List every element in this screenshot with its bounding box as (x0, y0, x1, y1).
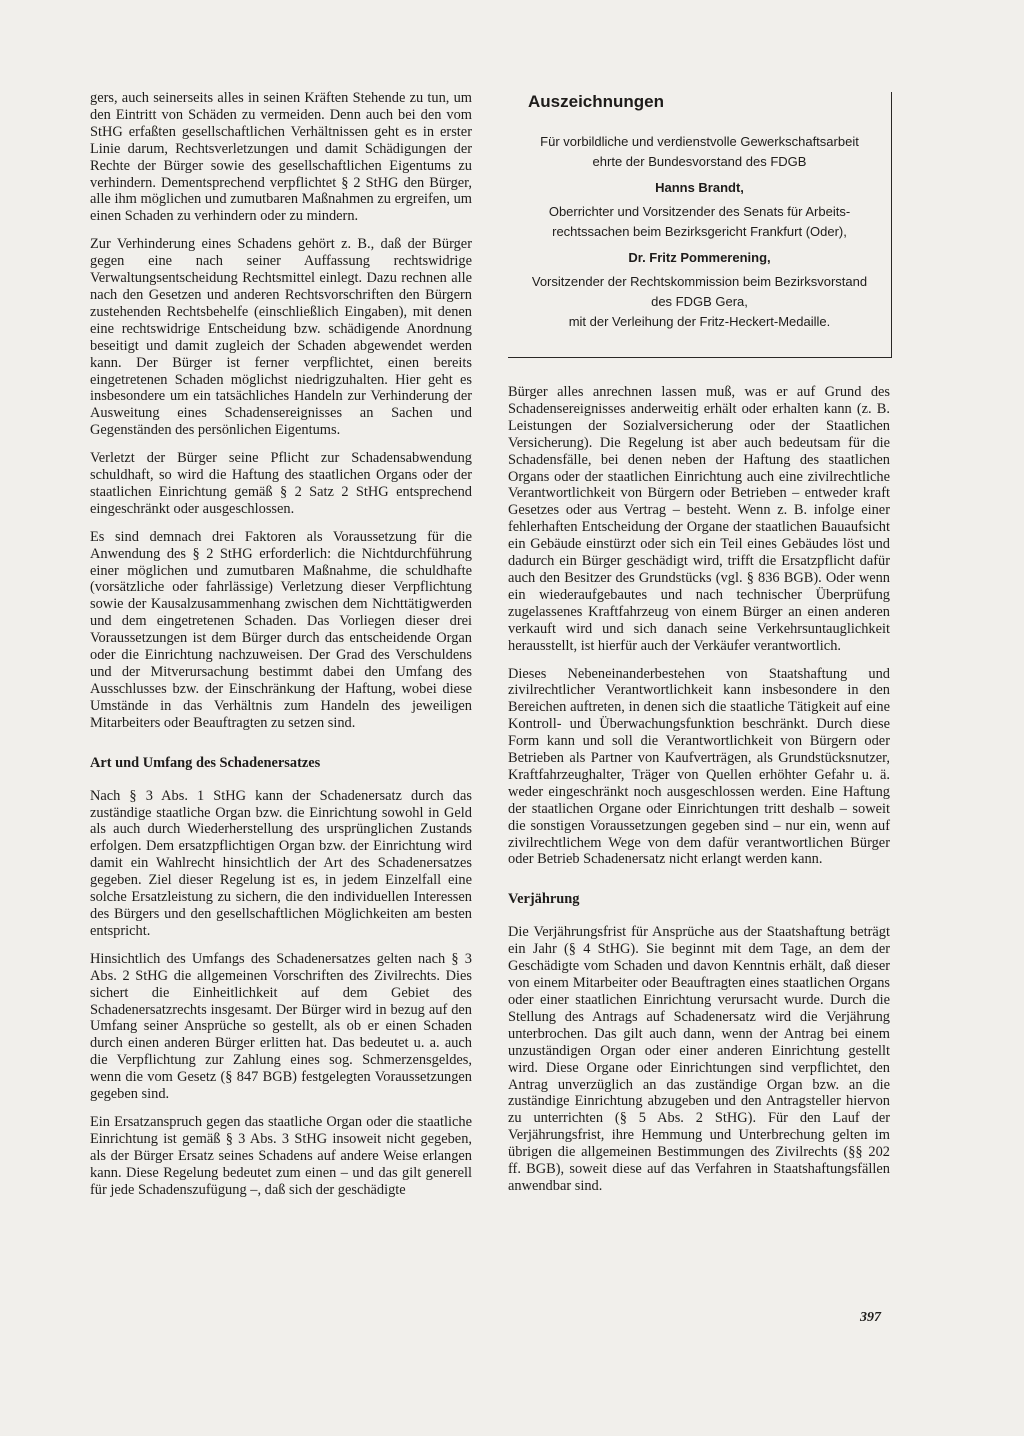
awardee-role: rechtssachen beim Bezirksgericht Frankfurt (Oder), (552, 224, 847, 239)
paragraph: gers, auch seinerseits alles in seinen Kräften Stehende zu tun, um den Eintritt von Schäden zu vermeiden. Denn auch bei den vom StHG erfaßten gesellschaftlichen Verhältnissen geht es in erster Linie darum, Rechtsverletzungen und damit Schädigungen der Rechte der Bürger sowie des gesellschaftlichen Eigentums zu verhindern. Dementsprechend verpflichtet § 2 StHG den Bürger, alle ihm möglichen und zumutbaren Maßnahmen zu ergreifen, um einen Schaden zu verhindern oder zu mindern. (90, 90, 472, 225)
awardee-name: Hanns Brandt, (655, 180, 744, 195)
paragraph: Zur Verhinderung eines Schadens gehört z. B., daß der Bürger gegen eine nach seiner Auffassung rechtswidrige Verwaltungsentscheidung Rechtsmittel einlegt. Dazu rechnen alle nach den Gesetzen und anderen Rechtsvorschriften den Bürgern zustehenden Rechtsbehelfe (einschließlich Eingaben), mit denen eine rechtswidrige Entscheidung bzw. schädigende Anordnung beseitigt und damit zugleich der Schaden abgewendet werden kann. Der Bürger ist ferner verpflichtet, einen bereits eingetretenen Schaden möglichst niedrigzuhalten. Hier geht es insbesondere um ein tatsächliches Handeln zur Verhinderung der Ausweitung eines Schadensereignisses an Sachen und Gegenständen des persönlichen Eigentums. (90, 236, 472, 439)
right-column (508, 384, 890, 1206)
left-column (90, 90, 472, 1209)
awards-box (508, 92, 892, 358)
section-heading: Verjährung (508, 891, 580, 908)
awards-intro: Für vorbildliche und verdienstvolle Gewerkschaftsarbeit (540, 134, 859, 149)
paragraph: Dieses Nebeneinanderbestehen von Staatshaftung und zivilrechtlicher Verantwortlichkeit kann insbesondere in den Bereichen auftreten, in denen sich die staatliche Tätigkeit auf eine Kontroll- und Überwachungsfunktion beschränkt. Durch diese Form kann und soll die Verantwortlichkeit von Bürgern oder Betrieben als Partner von Kaufverträgen, als Grundstücksnutzer, Kraftfahrzeughalter, Träger von Quellen erhöhter Gefahr u. ä. weder eingeschränkt noch ausgeschlossen werden. Eine Haftung der staatlichen Organe oder Einrichtungen tritt deshalb – soweit die sonstigen Voraussetzungen gegeben sind – nur ein, wenn auf zivilrechtlichem Wege von dem dafür verantwortlichen Bürger oder Betrieb Schadenersatz nicht erlangt werden kann. (508, 665, 890, 868)
page-number: 397 (860, 1310, 881, 1325)
paragraph: Die Verjährungsfrist für Ansprüche aus der Staatshaftung beträgt ein Jahr (§ 4 StHG). Sie beginnt mit dem Tage, an dem der Geschädigte vom Schaden und davon Kenntnis erhält, daß dieser von einem Mitarbeiter oder Beauftragten eines staatlichen Organs oder einer staatlichen Einrichtung verursacht wurde. Durch die Stellung des Antrags auf Schadenersatz wird die Verjährung unterbrochen. Das gilt auch dann, wenn der Antrag bei einem unzuständigen Organ oder einer anderen Einrichtung gestellt wird. Diese Organe oder Einrichtungen sind verpflichtet, den Antrag unverzüglich an das zuständige Organ bzw. an die zuständige Einrichtung abzugeben und den Antragsteller hiervon zu unterrichten (§ 5 Abs. 2 StHG). Für den Lauf der Verjährungsfrist, ihre Hemmung und Unterbrechung gelten im übrigen die allgemeinen Bestimmungen des Zivilrechts (§§ 202 ff. BGB), soweit diese auf das Verfahren in Staatshaftungsfällen anwendbar sind. (508, 924, 890, 1194)
awardee-role: Vorsitzender der Rechtskommission beim Bezirksvorstand (531, 274, 868, 289)
paragraph: Ein Ersatzanspruch gegen das staatliche Organ oder die staatliche Einrichtung ist gemäß § 3 Abs. 3 StHG insoweit nicht gegeben, als der Bürger Ersatz seines Schadens auf andere Weise erlangen kann. Diese Regelung bedeutet zum einen – und das gilt generell für jede Schadenszufügung –, daß sich der geschädigte (90, 1113, 472, 1198)
paragraph: Es sind demnach drei Faktoren als Voraussetzung für die Anwendung des § 2 StHG erforderlich: die Nichtdurchführung einer möglichen und zumutbaren Maßnahme, die schuldhafte (vorsätzliche oder fahrlässige) Verletzung dieser Verpflichtung sowie der Kausalzusammenhang zwischen dem Nichttätigwerden und dem eingetretenen Schaden. Das Vorliegen dieser drei Voraussetzungen ist dem Bürger durch das entscheidende Organ oder die Einrichtung nachzuweisen. Der Grad des Verschuldens und der Mitverursachung bestimmt dabei den Umfang des Ausschlusses bzw. der Einschränkung der Haftung, wobei diese Umstände in das Verhältnis zum Handeln des jeweiligen Mitarbeiters oder Beauftragten zu setzen sind. (90, 528, 472, 731)
paragraph: Nach § 3 Abs. 1 StHG kann der Schadenersatz durch das zuständige staatliche Organ bzw. die Einrichtung sowohl in Geld als auch durch Wiederherstellung des ursprünglichen Zustands erfolgen. Dem ersatzpflichtigen Organ bzw. der Einrichtung wird damit ein Wahlrecht hinsichtlich der Art des Schadenersatzes gegeben. Ziel dieser Regelung ist es, in jedem Einzelfall eine solche Ersatzleistung zu sichern, die den individuellen Interessen des Bürgers und den gesellschaftlichen Möglichkeiten am besten entspricht. (90, 787, 472, 939)
awardee-role: des FDGB Gera, (651, 294, 748, 309)
awards-intro: ehrte der Bundesvorstand des FDGB (592, 154, 807, 169)
awardee-name: Dr. Fritz Pommerening, (628, 250, 771, 265)
paragraph: Hinsichtlich des Umfangs des Schadenersatzes gelten nach § 3 Abs. 2 StHG die allgemeinen Vorschriften des Zivilrechts. Dies sichert die Einheitlichkeit auf dem Gebiet des Schadenersatzrechts insgesamt. Der Bürger wird in bezug auf den Umfang seiner Ansprüche so gestellt, als ob er einen Schaden durch einen anderen Bürger erlitten hat. Das bedeutet u. a. auch die Verpflichtung zur Zahlung eines sog. Schmerzensgeldes, wenn die vom Gesetz (§ 847 BGB) festgelegten Voraussetzungen gegeben sind. (90, 950, 472, 1103)
section-heading: Art und Umfang des Schadenersatzes (90, 754, 321, 771)
paragraph: Verletzt der Bürger seine Pflicht zur Schadensabwendung schuldhaft, so wird die Haftung des staatlichen Organs oder der staatlichen Einrichtung gemäß § 2 Satz 2 StHG entsprechend eingeschränkt oder ausgeschlossen. (90, 450, 472, 517)
awardee-role: Oberrichter und Vorsitzender des Senats für Arbeits- (548, 204, 851, 219)
paragraph: Bürger alles anrechnen lassen muß, was er auf Grund des Schadensereignisses anderweitig erhält oder erhalten kann (z. B. Leistungen der Sozialversicherung oder der Staatlichen Versicherung). Die Regelung ist aber auch bedeutsam für die Schadensfälle, bei denen neben der Haftung des staatlichen Organs oder der staatlichen Einrichtung auch eine zivilrechtliche Verantwortlichkeit von Bürgern oder Betrieben – entweder kraft Gesetzes oder aus Vertrag – besteht. Wenn z. B. infolge einer fehlerhaften Entscheidung der Organe der staatlichen Bauaufsicht ein Gebäude einstürzt oder sich ein Teil eines Gebäudes löst und dadurch ein Bürger geschädigt wird, trifft die Ersatzpflicht dafür auch den Besitzer des Grundstücks (vgl. § 836 BGB). Oder wenn ein wiederaufgebautes und nach technischer Überprüfung zugelassenes Kraftfahrzeug von einem Bürger an einen anderen verkauft wird und sich danach seine Verkehrsuntauglichkeit herausstellt, ist hierfür auch der Verkäufer verantwortlich. (508, 384, 890, 654)
awards-closing: mit der Verleihung der Fritz-Heckert-Medaille. (568, 314, 831, 329)
awards-heading: Auszeichnungen (528, 92, 665, 111)
